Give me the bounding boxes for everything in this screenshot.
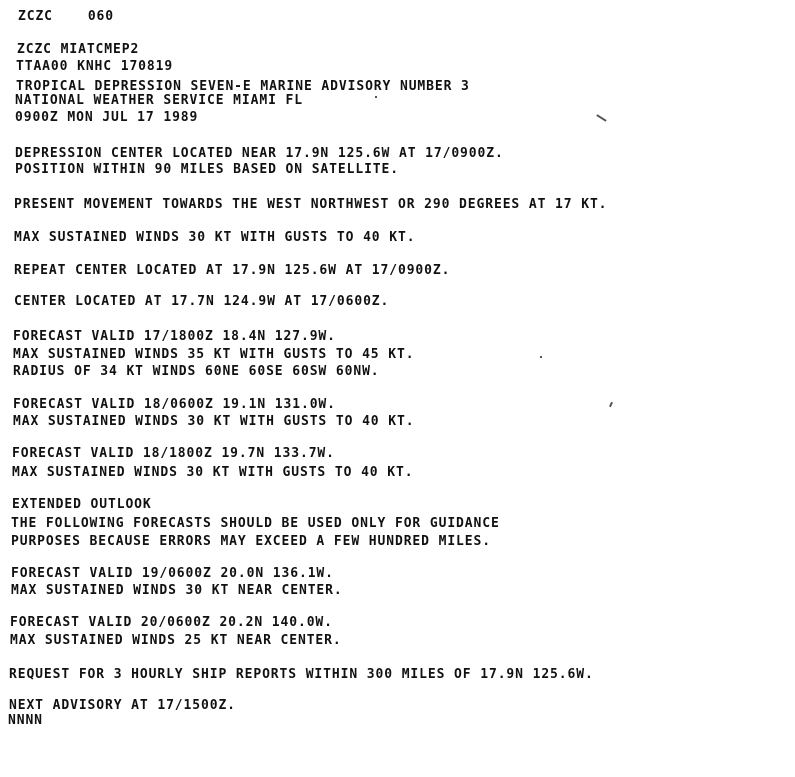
text-line: PURPOSES BECAUSE ERRORS MAY EXCEED A FEW HUNDRED MILES. — [11, 534, 491, 549]
text-line: TTAA00 KNHC 170819 — [16, 59, 174, 74]
text-line: MAX SUSTAINED WINDS 30 KT WITH GUSTS TO 40 KT. — [14, 230, 416, 245]
text-line: DEPRESSION CENTER LOCATED NEAR 17.9N 125.6W AT 17/0900Z. — [15, 146, 504, 161]
end-marker: NNNN — [8, 713, 43, 728]
text-line: REPEAT CENTER LOCATED AT 17.9N 125.6W AT 17/0900Z. — [14, 263, 451, 278]
text-line: MAX SUSTAINED WINDS 25 KT NEAR CENTER. — [10, 633, 342, 648]
text-line: MAX SUSTAINED WINDS 30 KT WITH GUSTS TO 40 KT. — [13, 414, 415, 429]
scan-mark — [596, 114, 606, 122]
text-line: FORECAST VALID 20/0600Z 20.2N 140.0W. — [10, 615, 333, 630]
text-line: NATIONAL WEATHER SERVICE MIAMI FL — [15, 93, 303, 108]
text-line: ZCZC MIATCMEP2 — [17, 42, 140, 57]
text-line: CENTER LOCATED AT 17.7N 124.9W AT 17/0600Z. — [14, 294, 390, 309]
text-line: POSITION WITHIN 90 MILES BASED ON SATELLITE. — [15, 162, 399, 177]
text-line: RADIUS OF 34 KT WINDS 60NE 60SE 60SW 60NW. — [13, 364, 380, 379]
scan-mark — [540, 356, 542, 358]
text-line: PRESENT MOVEMENT TOWARDS THE WEST NORTHWEST OR 290 DEGREES AT 17 KT. — [14, 197, 608, 212]
text-line: MAX SUSTAINED WINDS 30 KT NEAR CENTER. — [11, 583, 343, 598]
advisory-title: TROPICAL DEPRESSION SEVEN-E MARINE ADVISORY NUMBER 3 — [16, 79, 470, 94]
text-line: FORECAST VALID 18/1800Z 19.7N 133.7W. — [12, 446, 335, 461]
text-line: THE FOLLOWING FORECASTS SHOULD BE USED ONLY FOR GUIDANCE — [11, 516, 500, 531]
text-line: FORECAST VALID 17/1800Z 18.4N 127.9W. — [13, 329, 336, 344]
text-line: MAX SUSTAINED WINDS 30 KT WITH GUSTS TO 40 KT. — [12, 465, 414, 480]
text-line: MAX SUSTAINED WINDS 35 KT WITH GUSTS TO 45 KT. — [13, 347, 415, 362]
text-line: 0900Z MON JUL 17 1989 — [15, 110, 199, 125]
text-line: FORECAST VALID 19/0600Z 20.0N 136.1W. — [11, 566, 334, 581]
text-line: REQUEST FOR 3 HOURLY SHIP REPORTS WITHIN 300 MILES OF 17.9N 125.6W. — [9, 667, 594, 682]
header-line: ZCZC 060 — [18, 9, 114, 24]
text-line: FORECAST VALID 18/0600Z 19.1N 131.0W. — [13, 397, 336, 412]
scan-mark — [609, 402, 613, 407]
section-heading: EXTENDED OUTLOOK — [12, 497, 152, 512]
text-line: NEXT ADVISORY AT 17/1500Z. — [9, 698, 236, 713]
scan-mark — [375, 96, 377, 98]
